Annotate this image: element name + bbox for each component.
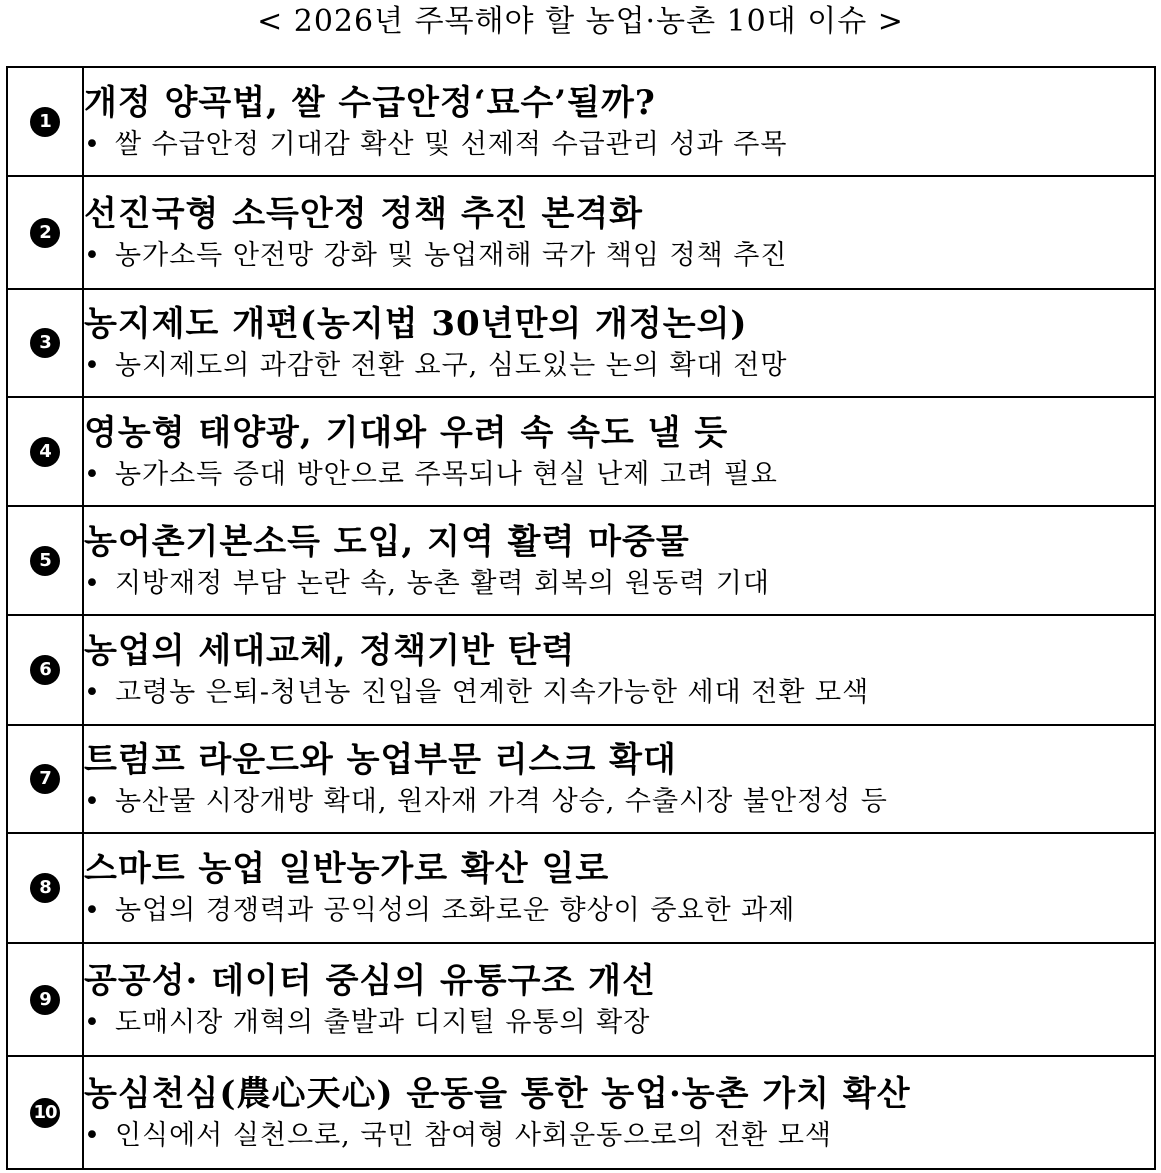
issue-description-text: 지방재정 부담 논란 속, 농촌 활력 회복의 원동력 기대 [114,567,770,599]
issue-description [84,126,1154,164]
issue-row-8 [7,833,1155,943]
issue-title: 농업의 세대교체, 정책기반 탄력 [84,631,576,671]
issue-number-cell [7,67,83,176]
issue-row-4 [7,397,1155,506]
issue-number-cell [7,943,83,1056]
bullet-icon: • [84,239,101,271]
issue-content-cell [83,397,1155,506]
issue-title: 영농형 태양광, 기대와 우려 속 속도 낼 듯 [84,412,729,453]
issue-number-cell [7,397,83,506]
issue-content-cell [83,67,1155,176]
issue-row-9 [7,943,1155,1056]
issue-content-cell [83,1056,1155,1169]
issue-row-6 [7,615,1155,725]
issue-description [84,892,1154,930]
issue-title: 스마트 농업 일반농가로 확산 일로 [84,849,610,889]
bullet-icon: • [84,786,101,817]
issue-row-7 [7,725,1155,833]
issue-number-cell [7,289,83,397]
bullet-icon: • [84,567,101,599]
issue-description-text: 도매시장 개혁의 출발과 디지털 유통의 확장 [114,1006,651,1038]
number-badge-icon: 3 [30,328,60,358]
issue-description [84,456,1154,494]
issue-description-text: 인식에서 실천으로, 국민 참여형 사회운동으로의 전환 모색 [114,1119,832,1151]
number-badge-icon: 5 [30,546,60,576]
issue-title: 선진국형 소득안정 정책 추진 본격화 [84,193,644,234]
issue-number-cell [7,725,83,833]
issue-description-text: 농지제도의 과감한 전환 요구, 심도있는 논의 확대 전망 [114,350,788,381]
issue-content-cell [83,943,1155,1056]
bullet-icon: • [84,1006,101,1038]
issue-row-2 [7,176,1155,289]
issue-description [84,1004,1154,1042]
issue-number-cell [7,176,83,289]
bullet-icon: • [84,128,101,160]
number-badge-icon: 10 [30,1098,60,1128]
number-badge-icon: 9 [30,985,60,1015]
issue-description [84,237,1154,275]
issue-row-5 [7,506,1155,615]
issue-description [84,347,1154,385]
issue-description-text: 농업의 경쟁력과 공익성의 조화로운 향상이 중요한 과제 [114,895,796,926]
issue-content-cell [83,615,1155,725]
issue-content-cell [83,289,1155,397]
issue-content-cell [83,176,1155,289]
issue-description-text: 쌀 수급안정 기대감 확산 및 선제적 수급관리 성과 주목 [114,128,788,160]
bullet-icon: • [84,1119,101,1151]
issue-description [84,674,1154,712]
number-badge-icon: 1 [30,107,60,137]
issue-description-text: 농가소득 안전망 강화 및 농업재해 국가 책임 정책 추진 [114,239,788,271]
number-badge-icon: 6 [30,655,60,685]
issue-description-text: 고령농 은퇴-청년농 진입을 연계한 지속가능한 세대 전환 모색 [114,677,870,708]
issue-title: 농어촌기본소득 도입, 지역 활력 마중물 [84,521,690,562]
issue-description-text: 농가소득 증대 방안으로 주목되나 현실 난제 고려 필요 [114,458,778,490]
issue-number-cell [7,506,83,615]
number-badge-icon: 2 [30,218,60,248]
number-badge-icon: 7 [30,764,60,794]
issue-title: 트럼프 라운드와 농업부문 리스크 확대 [84,740,677,780]
bullet-icon: • [84,677,101,708]
issue-title: 공공성· 데이터 중심의 유통구조 개선 [84,960,656,1001]
issue-description [84,565,1154,603]
issue-title: 농심천심(農心天心) 운동을 통한 농업·농촌 가치 확산 [84,1073,911,1114]
issue-description-text: 농산물 시장개방 확대, 원자재 가격 상승, 수출시장 불안정성 등 [114,786,888,817]
issue-title: 개정 양곡법, 쌀 수급안정‘묘수’될까? [84,82,656,123]
issue-number-cell [7,1056,83,1169]
issue-content-cell [83,725,1155,833]
page-title: < 2026년 주목해야 할 농업·농촌 10대 이슈 > [257,4,904,39]
bullet-icon: • [84,895,101,926]
issue-row-3 [7,289,1155,397]
issue-content-cell [83,506,1155,615]
issue-title: 농지제도 개편(농지법 30년만의 개정논의) [84,304,748,344]
issue-number-cell [7,833,83,943]
issue-content-cell [83,833,1155,943]
number-badge-icon: 4 [30,437,60,467]
issues-table [6,66,1156,1170]
bullet-icon: • [84,458,101,490]
issue-row-10 [7,1056,1155,1169]
bullet-icon: • [84,350,101,381]
number-badge-icon: 8 [30,873,60,903]
issue-description [84,1117,1154,1155]
issue-row-1 [7,67,1155,176]
issue-description [84,783,1154,821]
issue-number-cell [7,615,83,725]
